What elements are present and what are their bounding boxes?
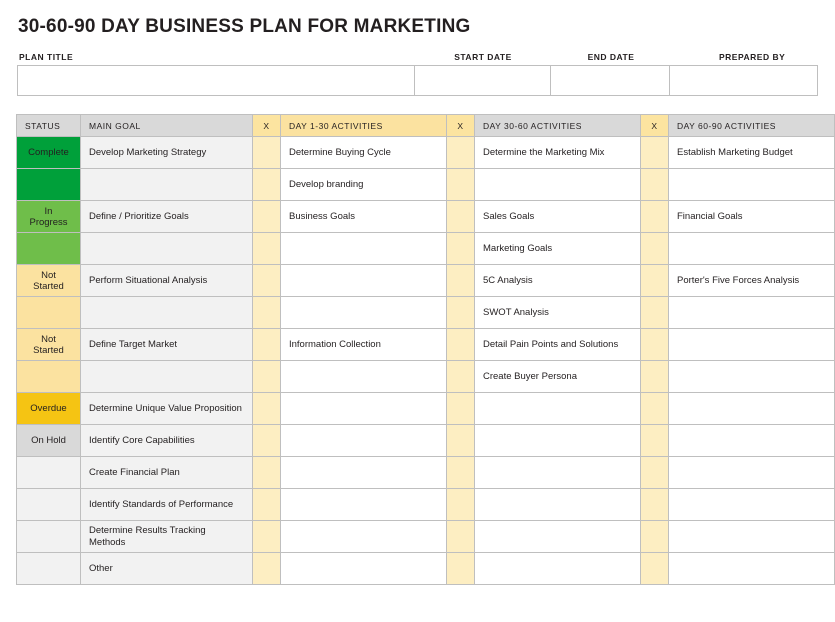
- status-badge[interactable]: Overdue: [17, 393, 81, 425]
- header-day-60-90: DAY 60-90 ACTIVITIES: [669, 115, 835, 137]
- day-60-90-activity-cell[interactable]: Financial Goals: [669, 201, 835, 233]
- table-row: [17, 361, 835, 393]
- table-row: [17, 521, 835, 553]
- header-x-day-1-30: X: [253, 115, 281, 137]
- header-main-goal: MAIN GOAL: [81, 115, 253, 137]
- day-1-30-activity-cell[interactable]: [281, 233, 447, 265]
- x-checkbox-day-30-60[interactable]: [447, 297, 475, 329]
- day-60-90-activity-cell[interactable]: [669, 297, 835, 329]
- day-1-30-activity-cell[interactable]: [281, 457, 447, 489]
- label-start-date: START DATE: [454, 52, 512, 62]
- status-badge[interactable]: [17, 521, 81, 553]
- main-goal-cell[interactable]: Develop Marketing Strategy: [81, 137, 253, 169]
- day-30-60-activity-cell[interactable]: Sales Goals: [475, 201, 641, 233]
- day-1-30-activity-cell[interactable]: [281, 489, 447, 521]
- day-30-60-activity-cell[interactable]: [475, 169, 641, 201]
- day-30-60-activity-cell[interactable]: Marketing Goals: [475, 233, 641, 265]
- x-checkbox-day-1-30[interactable]: [253, 265, 281, 297]
- x-checkbox-day-60-90[interactable]: [641, 297, 669, 329]
- x-checkbox-day-60-90[interactable]: [641, 521, 669, 553]
- day-30-60-activity-cell[interactable]: [475, 521, 641, 553]
- main-goal-cell[interactable]: [81, 169, 253, 201]
- day-1-30-activity-cell[interactable]: [281, 553, 447, 585]
- table-row: [17, 137, 835, 169]
- page-title: 30-60-90 DAY BUSINESS PLAN FOR MARKETING: [18, 16, 471, 37]
- day-30-60-activity-cell[interactable]: Detail Pain Points and Solutions: [475, 329, 641, 361]
- day-60-90-activity-cell[interactable]: [669, 553, 835, 585]
- start-date-field[interactable]: [415, 66, 551, 96]
- day-1-30-activity-cell[interactable]: [281, 393, 447, 425]
- x-checkbox-day-60-90[interactable]: [641, 393, 669, 425]
- label-plan-title: PLAN TITLE: [19, 52, 74, 62]
- day-60-90-activity-cell[interactable]: [669, 361, 835, 393]
- header-x-day-60-90: X: [641, 115, 669, 137]
- x-checkbox-day-30-60[interactable]: [447, 489, 475, 521]
- x-checkbox-day-60-90[interactable]: [641, 201, 669, 233]
- x-checkbox-day-60-90[interactable]: [641, 169, 669, 201]
- status-badge[interactable]: [17, 169, 81, 201]
- day-30-60-activity-cell[interactable]: [475, 393, 641, 425]
- status-badge[interactable]: [17, 553, 81, 585]
- header-x-day-30-60: X: [447, 115, 475, 137]
- table-row: [17, 233, 835, 265]
- main-goal-cell[interactable]: Determine Results Tracking Methods: [81, 521, 253, 553]
- x-checkbox-day-30-60[interactable]: [447, 553, 475, 585]
- day-30-60-activity-cell[interactable]: 5C Analysis: [475, 265, 641, 297]
- table-row: [17, 425, 835, 457]
- main-goal-cell[interactable]: Identify Standards of Performance: [81, 489, 253, 521]
- x-checkbox-day-1-30[interactable]: [253, 297, 281, 329]
- day-60-90-activity-cell[interactable]: [669, 457, 835, 489]
- table-body: [17, 137, 835, 585]
- status-badge[interactable]: [17, 233, 81, 265]
- day-30-60-activity-cell[interactable]: [475, 457, 641, 489]
- x-checkbox-day-30-60[interactable]: [447, 361, 475, 393]
- table-header: [17, 115, 835, 137]
- label-prepared-by: PREPARED BY: [719, 52, 786, 62]
- day-30-60-activity-cell[interactable]: SWOT Analysis: [475, 297, 641, 329]
- status-badge[interactable]: [17, 457, 81, 489]
- day-1-30-activity-cell[interactable]: Develop branding: [281, 169, 447, 201]
- x-checkbox-day-60-90[interactable]: [641, 137, 669, 169]
- x-checkbox-day-30-60[interactable]: [447, 425, 475, 457]
- x-checkbox-day-1-30[interactable]: [253, 553, 281, 585]
- x-checkbox-day-30-60[interactable]: [447, 393, 475, 425]
- label-end-date: END DATE: [587, 52, 635, 62]
- main-goal-cell[interactable]: Other: [81, 553, 253, 585]
- main-goal-cell[interactable]: Identify Core Capabilities: [81, 425, 253, 457]
- day-60-90-activity-cell[interactable]: [669, 233, 835, 265]
- x-checkbox-day-30-60[interactable]: [447, 169, 475, 201]
- x-checkbox-day-60-90[interactable]: [641, 457, 669, 489]
- x-checkbox-day-1-30[interactable]: [253, 489, 281, 521]
- day-1-30-activity-cell[interactable]: [281, 521, 447, 553]
- status-badge[interactable]: Not Started: [17, 265, 81, 297]
- x-checkbox-day-1-30[interactable]: [253, 425, 281, 457]
- main-goal-cell[interactable]: [81, 297, 253, 329]
- x-checkbox-day-1-30[interactable]: [253, 137, 281, 169]
- x-checkbox-day-30-60[interactable]: [447, 265, 475, 297]
- day-60-90-activity-cell[interactable]: Porter's Five Forces Analysis: [669, 265, 835, 297]
- x-checkbox-day-1-30[interactable]: [253, 361, 281, 393]
- day-30-60-activity-cell[interactable]: [475, 425, 641, 457]
- x-checkbox-day-30-60[interactable]: [447, 233, 475, 265]
- table-row: [17, 489, 835, 521]
- x-checkbox-day-30-60[interactable]: [447, 521, 475, 553]
- main-goal-cell[interactable]: Define Target Market: [81, 329, 253, 361]
- main-goal-cell[interactable]: [81, 361, 253, 393]
- x-checkbox-day-1-30[interactable]: [253, 329, 281, 361]
- prepared-by-field[interactable]: [670, 66, 818, 96]
- day-30-60-activity-cell[interactable]: Create Buyer Persona: [475, 361, 641, 393]
- day-60-90-activity-cell[interactable]: [669, 425, 835, 457]
- table-row: [17, 329, 835, 361]
- header-day-1-30: DAY 1-30 ACTIVITIES: [281, 115, 447, 137]
- x-checkbox-day-1-30[interactable]: [253, 457, 281, 489]
- status-badge[interactable]: On Hold: [17, 425, 81, 457]
- day-30-60-activity-cell[interactable]: [475, 489, 641, 521]
- table-row: [17, 297, 835, 329]
- x-checkbox-day-1-30[interactable]: [253, 521, 281, 553]
- x-checkbox-day-30-60[interactable]: [447, 201, 475, 233]
- day-1-30-activity-cell[interactable]: Business Goals: [281, 201, 447, 233]
- end-date-field[interactable]: [551, 66, 671, 96]
- day-1-30-activity-cell[interactable]: [281, 265, 447, 297]
- day-30-60-activity-cell[interactable]: [475, 553, 641, 585]
- table-row: [17, 457, 835, 489]
- day-60-90-activity-cell[interactable]: Establish Marketing Budget: [669, 137, 835, 169]
- status-badge[interactable]: Not Started: [17, 329, 81, 361]
- header-form: [17, 52, 818, 96]
- x-checkbox-day-60-90[interactable]: [641, 265, 669, 297]
- x-checkbox-day-30-60[interactable]: [447, 329, 475, 361]
- x-checkbox-day-60-90[interactable]: [641, 425, 669, 457]
- x-checkbox-day-60-90[interactable]: [641, 489, 669, 521]
- day-60-90-activity-cell[interactable]: [669, 521, 835, 553]
- table-row: [17, 169, 835, 201]
- plan-table-wrapper: [16, 114, 819, 585]
- table-row: [17, 393, 835, 425]
- table-header-row: [17, 115, 835, 137]
- day-1-30-activity-cell[interactable]: [281, 425, 447, 457]
- x-checkbox-day-60-90[interactable]: [641, 361, 669, 393]
- x-checkbox-day-60-90[interactable]: [641, 553, 669, 585]
- main-goal-cell[interactable]: Determine Unique Value Proposition: [81, 393, 253, 425]
- table-row: [17, 265, 835, 297]
- x-checkbox-day-1-30[interactable]: [253, 393, 281, 425]
- day-60-90-activity-cell[interactable]: [669, 393, 835, 425]
- x-checkbox-day-1-30[interactable]: [253, 201, 281, 233]
- day-1-30-activity-cell[interactable]: [281, 297, 447, 329]
- x-checkbox-day-1-30[interactable]: [253, 169, 281, 201]
- x-checkbox-day-60-90[interactable]: [641, 329, 669, 361]
- main-goal-cell[interactable]: [81, 233, 253, 265]
- status-badge[interactable]: [17, 297, 81, 329]
- x-checkbox-day-30-60[interactable]: [447, 457, 475, 489]
- day-30-60-activity-cell[interactable]: Determine the Marketing Mix: [475, 137, 641, 169]
- day-1-30-activity-cell[interactable]: [281, 361, 447, 393]
- main-goal-cell[interactable]: Define / Prioritize Goals: [81, 201, 253, 233]
- table-row: [17, 201, 835, 233]
- day-60-90-activity-cell[interactable]: [669, 489, 835, 521]
- plan-title-field[interactable]: [18, 66, 415, 96]
- plan-table: [16, 114, 835, 585]
- header-form-labels: [17, 52, 818, 62]
- status-badge[interactable]: [17, 489, 81, 521]
- main-goal-cell[interactable]: Create Financial Plan: [81, 457, 253, 489]
- status-badge[interactable]: Complete: [17, 137, 81, 169]
- header-form-fields: [17, 65, 818, 96]
- day-60-90-activity-cell[interactable]: [669, 329, 835, 361]
- day-60-90-activity-cell[interactable]: [669, 169, 835, 201]
- day-1-30-activity-cell[interactable]: Determine Buying Cycle: [281, 137, 447, 169]
- x-checkbox-day-60-90[interactable]: [641, 233, 669, 265]
- header-status: STATUS: [17, 115, 81, 137]
- table-row: [17, 553, 835, 585]
- header-day-30-60: DAY 30-60 ACTIVITIES: [475, 115, 641, 137]
- status-badge[interactable]: In Progress: [17, 201, 81, 233]
- main-goal-cell[interactable]: Perform Situational Analysis: [81, 265, 253, 297]
- day-1-30-activity-cell[interactable]: Information Collection: [281, 329, 447, 361]
- x-checkbox-day-1-30[interactable]: [253, 233, 281, 265]
- x-checkbox-day-30-60[interactable]: [447, 137, 475, 169]
- status-badge[interactable]: [17, 361, 81, 393]
